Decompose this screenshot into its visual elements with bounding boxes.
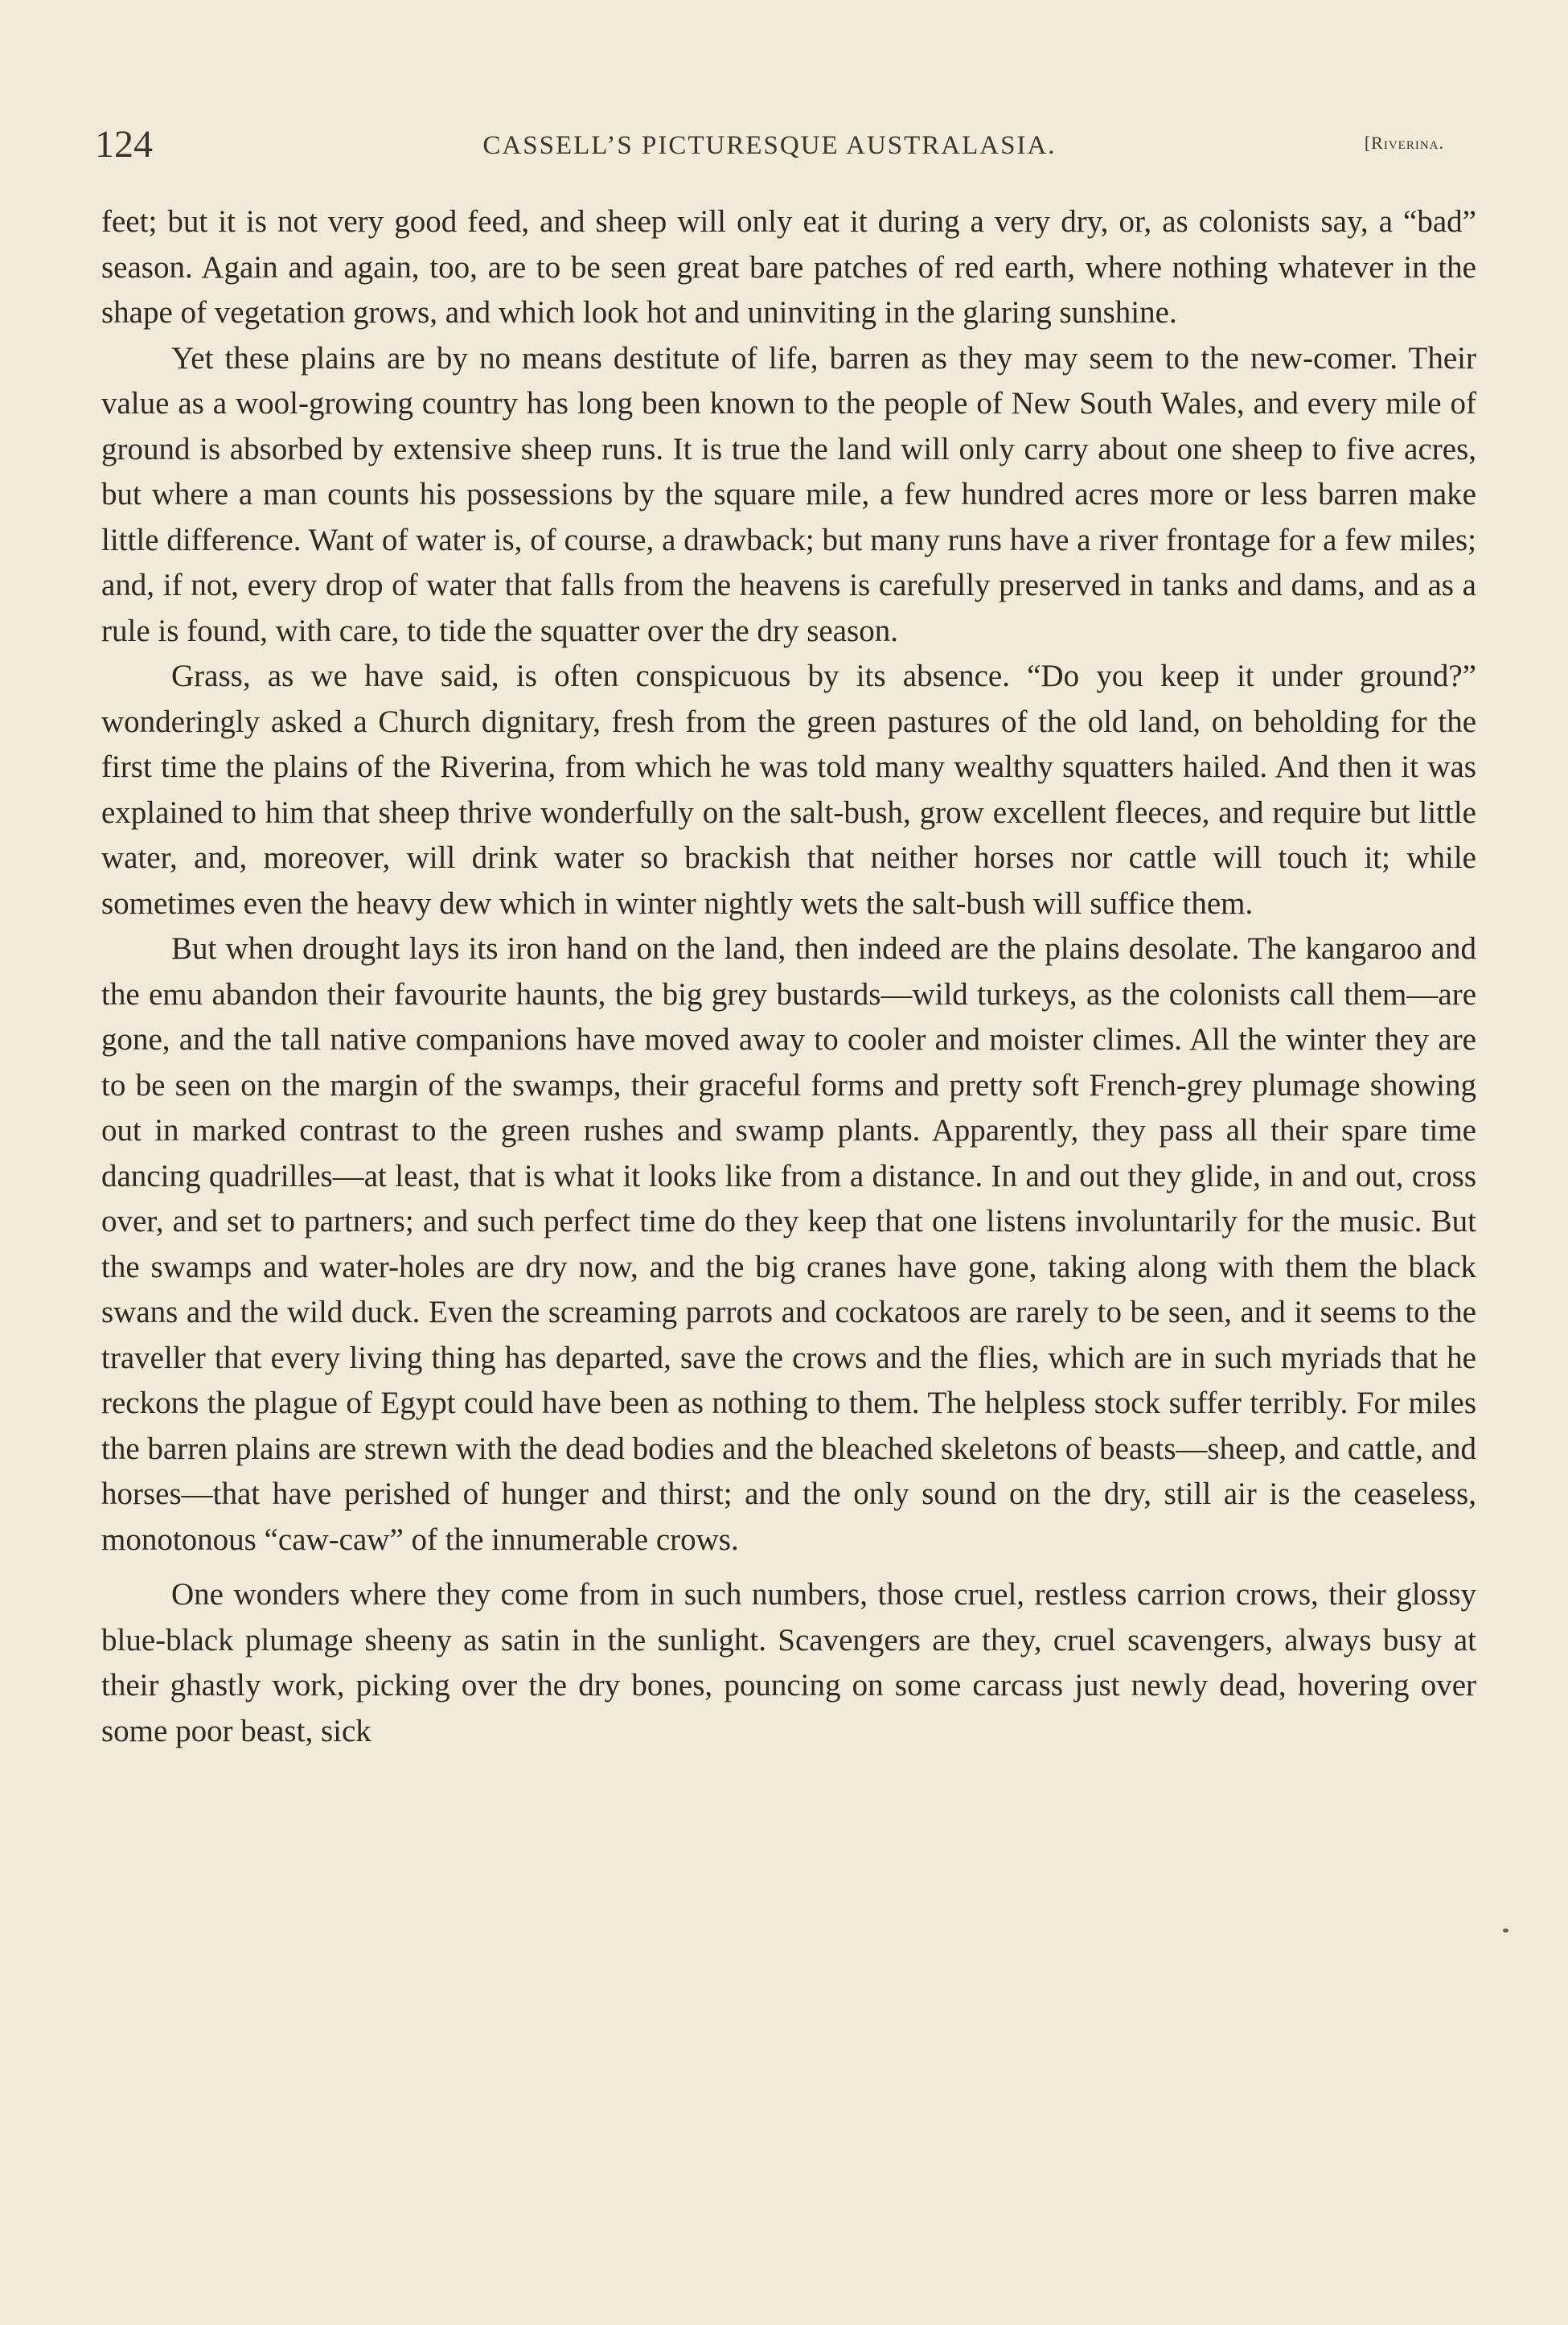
paragraph: Yet these plains are by no means destitute of life, barren as they may seem to the new-comer. Their value as a wool-growing country has long been known to the people of New South Wales, and every mile of ground is absorbed by extensive sheep runs. It is true the land will only carry about one sheep to five acres, but where a man counts his possessions by the square mile, a few hundred acres more or less barren make little difference. Want of water is, of course, a drawback; but many runs have a river frontage for a few miles; and, if not, every drop of water that falls from the heavens is carefully preserved in tanks and dams, and as a rule is found, with care, to tide the squatter over the dry season. — [101, 340, 1476, 648]
paragraph: Grass, as we have said, is often conspicuous by its absence. “Do you keep it under ground?” wonderingly asked a Church dignitary, fresh from the green pastures of the old land, on beholding for the first time the plains of the Riverina, from which he was told many wealthy squatters hailed. And then it was explained to him that sheep thrive wonderfully on the salt-bush, grow excellent fleeces, and require but little water, and, moreover, will drink water so brackish that neither horses nor cattle will touch it; while sometimes even the heavy dew which in winter nightly wets the salt-bush will suffice them. — [101, 659, 1476, 921]
paragraph: But when drought lays its iron hand on the land, then indeed are the plains desolate. The kangaroo and the emu abandon their favourite haunts, the big grey bustards—wild turkeys, as the colonists call them—are gone, and the tall native companions have moved away to cooler and moister climes. All the winter they are to be seen on the margin of the swamps, their graceful forms and pretty soft French-grey plumage showing out in marked contrast to the green rushes and swamp plants. Apparently, they pass all their spare time dancing quadrilles—at least, that is what it looks like from a distance. In and out they glide, in and out, cross over, and set to partners; and such perfect time do they keep that one listens involuntarily for the music. But the swamps and water-holes are dry now, and the big cranes have gone, taking along with them the black swans and the wild duck. Even the screaming parrots and cockatoos are rarely to be seen, and it seems to the traveller that every living thing has departed, save the crows and the flies, which are in such myriads that he reckons the plague of Egypt could have been as nothing to them. The helpless stock suffer terribly. For miles the barren plains are strewn with the dead bodies and the bleached skeletons of beasts—sheep, and cattle, and horses—that have perished of hunger and thirst; and the only sound on the dry, still air is the ceaseless, monotonous “caw-caw” of the innumerable crows. — [101, 931, 1476, 1557]
running-header — [95, 121, 1444, 169]
paragraph-continued: feet; but it is not very good feed, and sheep will only eat it during a very dry, or, as colonists say, a “bad” season. Again and again, too, are to be seen great bare patches of red earth, where nothing whatever in the shape of vegetation grows, and which look hot and uninviting in the glaring sunshine. — [101, 204, 1476, 330]
section-tag: [Riverina. — [1364, 133, 1444, 153]
page-number: 124 — [95, 123, 153, 166]
paragraph: One wonders where they come from in such numbers, those cruel, restless carrion crows, their glossy blue-black plumage sheeny as satin in the sunlight. Scavengers are they, cruel scavengers, always busy at their ghastly work, picking over the dry bones, pouncing on some carcass just newly dead, hovering over some poor beast, sick — [101, 1577, 1476, 1748]
ink-speck — [1503, 1929, 1508, 1933]
body-text — [101, 199, 1476, 1754]
running-title: CASSELL’S PICTURESQUE AUSTRALASIA. — [482, 131, 1057, 160]
